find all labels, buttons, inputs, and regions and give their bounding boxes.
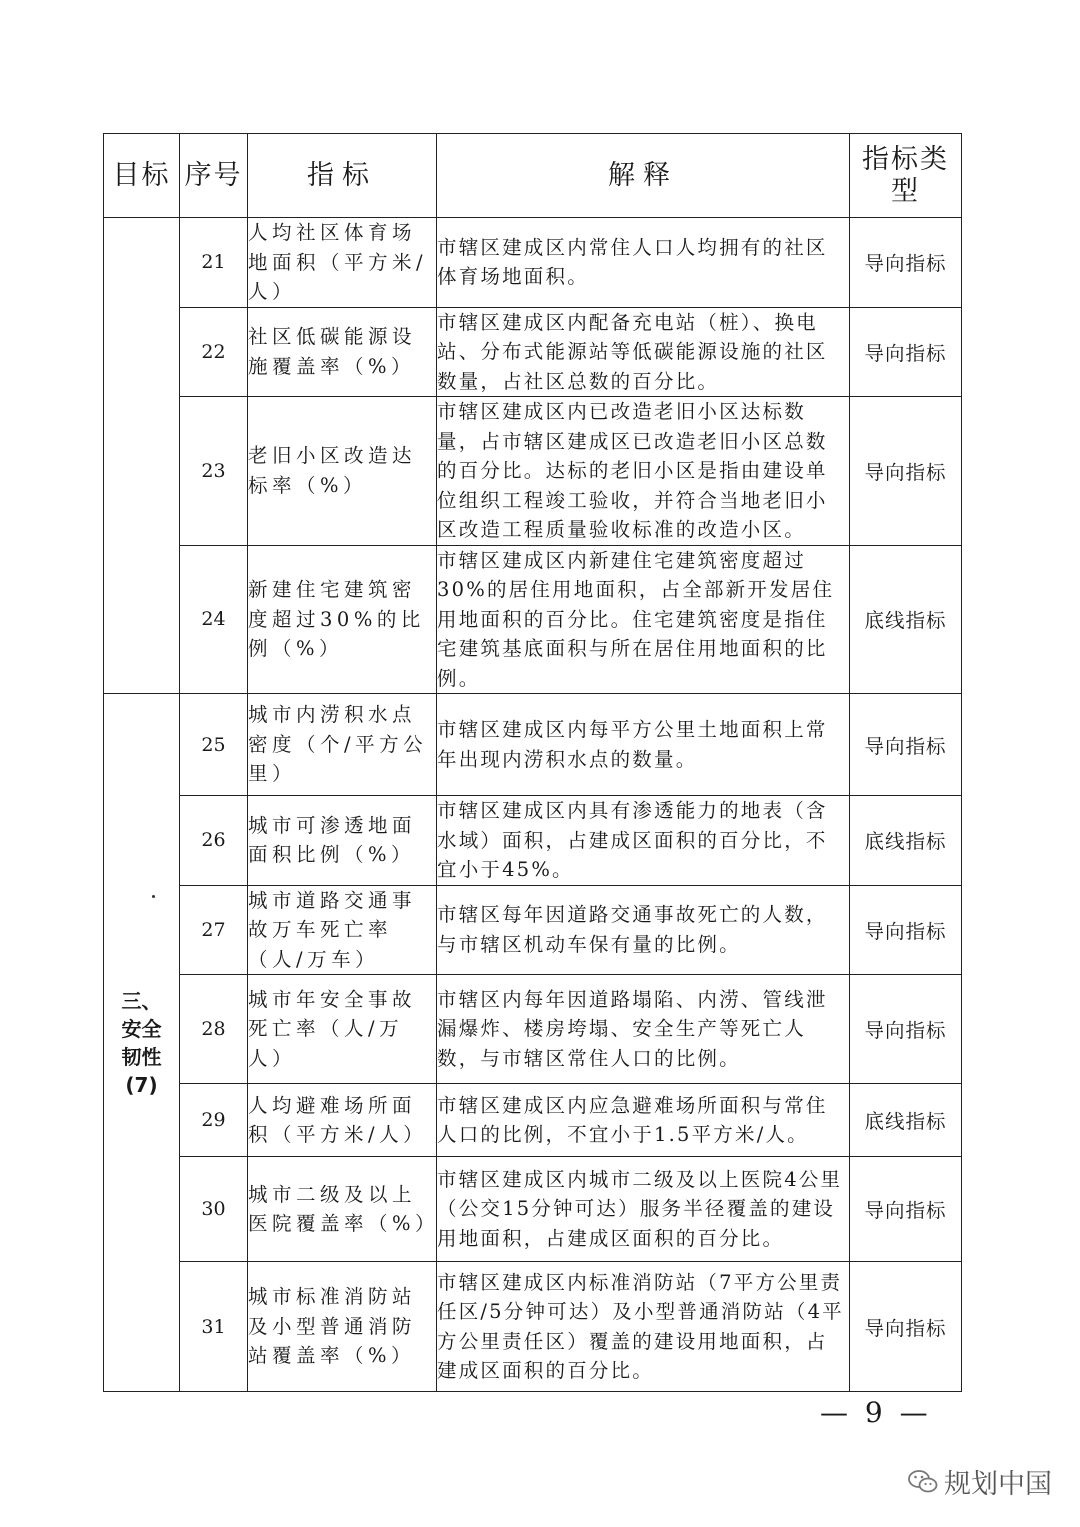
table-row [104, 397, 962, 546]
seq-cell: 21 [180, 218, 248, 308]
table-row [104, 1262, 962, 1392]
indicator-cell: 城市道路交通事故万车死亡率（人/万车） [248, 885, 437, 975]
type-cell: 底线指标 [850, 545, 962, 694]
header-row [104, 134, 962, 218]
indicator-cell: 城市内涝积水点密度（个/平方公里） [248, 694, 437, 796]
type-cell: 底线指标 [850, 796, 962, 886]
goal-cell [104, 694, 180, 1392]
table-row [104, 975, 962, 1084]
seq-cell: 27 [180, 885, 248, 975]
header-seq: 序号 [180, 134, 248, 218]
watermark [908, 1462, 1052, 1501]
explanation-cell: 市辖区建成区内已改造老旧小区达标数量，占市辖区建成区已改造老旧小区总数的百分比。达标的老旧小区是指由建设单位组织工程竣工验收，并符合当地老旧小区改造工程质量验收标准的改造小区。 [437, 397, 850, 546]
table-row [104, 218, 962, 308]
indicator-cell: 城市可渗透地面面积比例（%） [248, 796, 437, 886]
type-cell: 导向指标 [850, 307, 962, 397]
scan-speck [152, 895, 155, 898]
indicator-cell: 人均避难场所面积（平方米/人） [248, 1084, 437, 1157]
header-type: 指标类型 [850, 134, 962, 218]
table-row [104, 796, 962, 886]
header-indicator: 指标 [248, 134, 437, 218]
explanation-cell: 市辖区建成区内配备充电站（桩）、换电站、分布式能源站等低碳能源设施的社区数量，占社区总数的百分比。 [437, 307, 850, 397]
explanation-cell: 市辖区建成区内应急避难场所面积与常住人口的比例，不宜小于1.5平方米/人。 [437, 1084, 850, 1157]
seq-cell: 31 [180, 1262, 248, 1392]
type-cell: 导向指标 [850, 1157, 962, 1262]
seq-cell: 22 [180, 307, 248, 397]
explanation-cell: 市辖区建成区内常住人口人均拥有的社区体育场地面积。 [437, 218, 850, 308]
explanation-cell: 市辖区建成区内每平方公里土地面积上常年出现内涝积水点的数量。 [437, 694, 850, 796]
table-row [104, 1084, 962, 1157]
goal-cell-continued [104, 218, 180, 694]
table-row [104, 307, 962, 397]
seq-cell: 30 [180, 1157, 248, 1262]
type-cell: 底线指标 [850, 1084, 962, 1157]
header-goal: 目标 [104, 134, 180, 218]
wechat-icon [908, 1469, 938, 1495]
table-row [104, 1157, 962, 1262]
indicator-cell: 人均社区体育场地面积（平方米/人） [248, 218, 437, 308]
explanation-cell: 市辖区建成区内标准消防站（7平方公里责任区/5分钟可达）及小型普通消防站（4平方公里责任区）覆盖的建设用地面积，占建成区面积的百分比。 [437, 1262, 850, 1392]
seq-cell: 24 [180, 545, 248, 694]
indicator-cell: 城市年安全事故死亡率（人/万人） [248, 975, 437, 1084]
indicator-cell: 社区低碳能源设施覆盖率（%） [248, 307, 437, 397]
explanation-cell: 市辖区建成区内新建住宅建筑密度超过30%的居住用地面积，占全部新开发居住用地面积的百分比。住宅建筑密度是指住宅建筑基底面积与所在居住用地面积的比例。 [437, 545, 850, 694]
indicator-table [103, 133, 962, 1392]
seq-cell: 29 [180, 1084, 248, 1157]
type-cell: 导向指标 [850, 885, 962, 975]
type-cell: 导向指标 [850, 975, 962, 1084]
indicator-cell: 新建住宅建筑密度超过30%的比例（%） [248, 545, 437, 694]
type-cell: 导向指标 [850, 397, 962, 546]
explanation-cell: 市辖区建成区内城市二级及以上医院4公里（公交15分钟可达）服务半径覆盖的建设用地面积，占建成区面积的百分比。 [437, 1157, 850, 1262]
explanation-cell: 市辖区每年因道路交通事故死亡的人数，与市辖区机动车保有量的比例。 [437, 885, 850, 975]
header-explanation: 解释 [437, 134, 850, 218]
table-row [104, 545, 962, 694]
seq-cell: 26 [180, 796, 248, 886]
explanation-cell: 市辖区建成区内具有渗透能力的地表（含水域）面积，占建成区面积的百分比，不宜小于45%。 [437, 796, 850, 886]
goal-label: 三、安全韧性(7) [121, 988, 162, 1097]
watermark-text: 规划中国 [944, 1469, 1052, 1500]
indicator-cell: 老旧小区改造达标率（%） [248, 397, 437, 546]
explanation-cell: 市辖区内每年因道路塌陷、内涝、管线泄漏爆炸、楼房垮塌、安全生产等死亡人数，与市辖区常住人口的比例。 [437, 975, 850, 1084]
table-row [104, 885, 962, 975]
seq-cell: 23 [180, 397, 248, 546]
type-cell: 导向指标 [850, 694, 962, 796]
page-number: — 9 — [820, 1396, 932, 1429]
seq-cell: 28 [180, 975, 248, 1084]
seq-cell: 25 [180, 694, 248, 796]
indicator-cell: 城市二级及以上医院覆盖率（%） [248, 1157, 437, 1262]
type-cell: 导向指标 [850, 1262, 962, 1392]
table-row [104, 694, 962, 796]
type-cell: 导向指标 [850, 218, 962, 308]
indicator-cell: 城市标准消防站及小型普通消防站覆盖率（%） [248, 1262, 437, 1392]
